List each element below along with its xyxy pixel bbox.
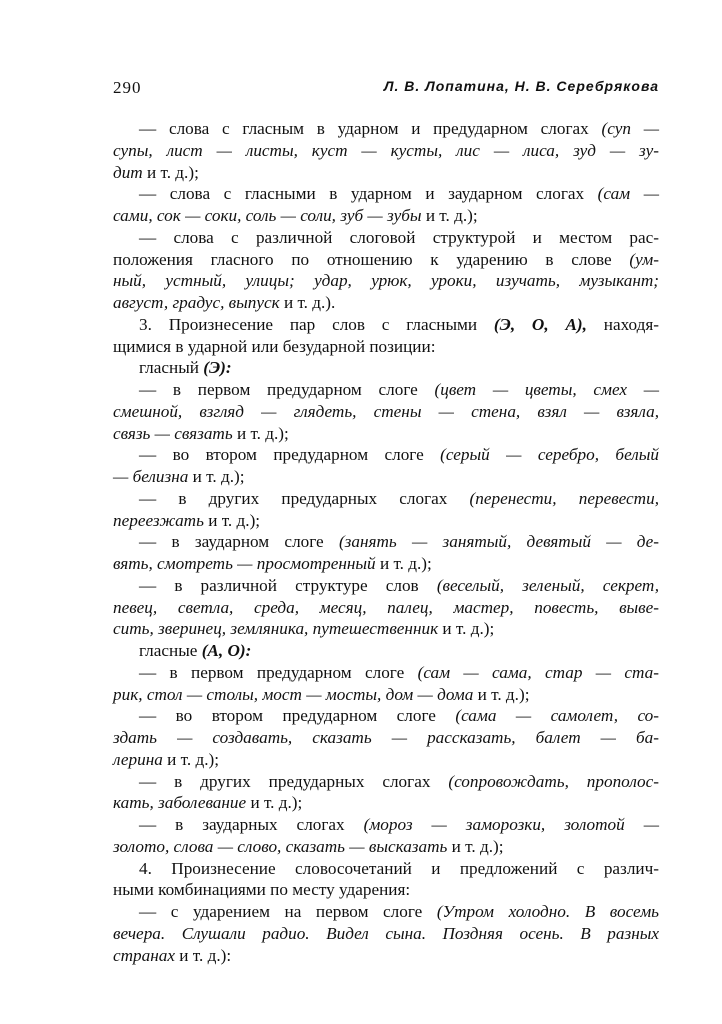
- text-span: положения гласного по отношению к ударению в слове: [113, 249, 630, 269]
- text-span: — во втором предударном слоге: [139, 706, 456, 726]
- example-words: (сам — сама, стар — ста-: [417, 662, 659, 682]
- example-words: (Утром холодно. В восемь: [436, 902, 659, 921]
- text-line: [113, 249, 659, 271]
- example-words: (перенести, перевести,: [469, 488, 659, 508]
- example-words: вять, смотреть — просмотренный: [113, 554, 376, 573]
- text-line: [113, 879, 659, 901]
- text-span: щимися в ударной или безударной позиции:: [113, 336, 436, 356]
- text-line: [113, 205, 659, 227]
- page-header: [113, 76, 659, 100]
- text-line: [113, 749, 659, 771]
- text-span: — в других предударных слогах: [139, 488, 470, 508]
- text-span: — во втором предударном слоге: [139, 445, 441, 465]
- text-span: и т. д.).: [279, 293, 336, 312]
- text-span: и т. д.);: [421, 206, 478, 225]
- text-span: и т. д.);: [375, 554, 432, 573]
- text-span: — слова с гласным в ударном и предударном слогах: [139, 119, 602, 138]
- text-line: [113, 183, 659, 205]
- example-words: здать — создавать, сказать — рассказать, балет — ба-: [113, 728, 659, 747]
- text-line: [113, 488, 659, 510]
- text-line: [113, 314, 659, 336]
- text-line: [113, 684, 659, 706]
- text-line: [113, 162, 659, 184]
- example-words: дит: [113, 162, 143, 182]
- example-words: лерина: [113, 749, 163, 769]
- text-span: гласные: [139, 641, 202, 660]
- example-words: (ум-: [629, 249, 659, 269]
- example-words: (цвет — цветы, смех —: [434, 380, 659, 399]
- text-line: [113, 640, 659, 662]
- text-line: [113, 901, 659, 923]
- text-span: гласный: [139, 358, 204, 378]
- text-line: [113, 771, 659, 793]
- text-line: [113, 727, 659, 749]
- text-span: и т. д.);: [438, 619, 495, 639]
- example-words: певец, светла, среда, месяц, палец, мастер, повесть, выве-: [113, 597, 659, 617]
- example-words: рик, стол — столы, мост — мосты, дом — дома: [113, 684, 474, 704]
- text-line: [113, 357, 659, 379]
- example-words: переезжать: [113, 510, 204, 530]
- text-line: [113, 510, 659, 532]
- example-words: (занять — занятый, девятый — де-: [338, 532, 659, 552]
- example-words: сить, зверинец, земляника, путешественник: [113, 619, 439, 639]
- text-span: — в первом предударном слоге: [139, 380, 435, 399]
- text-line: [113, 423, 659, 445]
- text-line: [113, 466, 659, 488]
- text-span: — слова с гласными в ударном и заударном слогах: [139, 184, 598, 204]
- example-words: смешной, взгляд — глядеть, стены — стена, взял — взяла,: [113, 401, 659, 421]
- text-span: и т. д.);: [232, 423, 289, 443]
- text-span: — в первом предударном слоге: [139, 662, 418, 682]
- text-line: [113, 270, 659, 292]
- text-span: и т. д.);: [473, 684, 530, 704]
- example-words: (А, О):: [201, 641, 252, 660]
- example-words: (серый — серебро, белый: [440, 445, 660, 465]
- text-line: [113, 118, 659, 140]
- text-line: [113, 575, 659, 597]
- example-words: — белизна: [113, 467, 189, 486]
- text-span: и т. д.);: [188, 467, 245, 486]
- text-line: [113, 336, 659, 358]
- text-line: [113, 227, 659, 249]
- text-line: [113, 379, 659, 401]
- text-line: [113, 531, 659, 553]
- example-words: август, градус, выпуск: [113, 293, 280, 312]
- text-line: [113, 705, 659, 727]
- example-words: (веселый, зеленый, секрет,: [436, 575, 659, 595]
- example-words: сами, сок — соки, соль — соли, зуб — зубы: [113, 206, 422, 225]
- text-line: [113, 292, 659, 314]
- text-span: и т. д.):: [174, 945, 232, 965]
- example-words: ный, устный, улицы; удар, урюк, уроки, изучать, музыкант;: [113, 271, 659, 291]
- text-line: [113, 140, 659, 162]
- example-words: странах: [113, 945, 175, 965]
- text-span: — в заударном слоге: [139, 532, 339, 552]
- text-span: и т. д.);: [203, 510, 261, 530]
- text-line: [113, 814, 659, 836]
- body-text: [113, 118, 659, 966]
- text-span: 4. Произнесение словосочетаний и предложений с различ-: [139, 858, 659, 878]
- text-span: — слова с различной слоговой структурой и местом рас-: [139, 227, 659, 247]
- text-span: и т. д.);: [142, 162, 199, 182]
- text-span: — в других предударных слогах: [139, 771, 449, 791]
- example-words: супы, лист — листы, куст — кусты, лис — лиса, зуд — зу-: [113, 140, 659, 160]
- text-span: 3. Произнесение пар слов с гласными: [139, 314, 494, 334]
- text-span: и т. д.);: [246, 793, 303, 813]
- text-line: [113, 553, 659, 575]
- text-line: [113, 401, 659, 423]
- example-words: вечера. Слушали радио. Видел сына. Поздняя осень. В разных: [113, 923, 659, 943]
- example-words: (сопровождать, прополос-: [448, 771, 659, 791]
- page-number: 290: [113, 78, 142, 97]
- example-words: (Э):: [203, 358, 232, 378]
- example-words: связь — связать: [113, 423, 233, 443]
- running-head-authors: Л. В. Лопатина, Н. В. Серебрякова: [383, 78, 659, 94]
- example-words: (сама — самолет, со-: [455, 706, 659, 726]
- text-span: и т. д.);: [162, 749, 220, 769]
- text-span: — в различной структуре слов: [139, 575, 437, 595]
- text-span: и т. д.);: [447, 836, 504, 856]
- text-span: — с ударением на первом слоге: [139, 902, 437, 921]
- text-line: [113, 792, 659, 814]
- text-line: [113, 945, 659, 967]
- text-line: [113, 858, 659, 880]
- text-line: [113, 923, 659, 945]
- text-line: [113, 836, 659, 858]
- example-words: золото, слова — слово, сказать — высказать: [113, 836, 448, 856]
- example-words: (сам —: [597, 184, 659, 204]
- example-words: (мороз — заморозки, золотой —: [363, 815, 659, 834]
- text-line: [113, 662, 659, 684]
- example-words: (суп —: [601, 119, 659, 138]
- text-line: [113, 597, 659, 619]
- example-words: (Э, О, А),: [493, 314, 587, 334]
- text-span: ными комбинациями по месту ударения:: [113, 880, 411, 900]
- example-words: кать, заболевание: [113, 793, 247, 813]
- text-span: — в заударных слогах: [139, 815, 364, 834]
- text-span: находя-: [586, 314, 659, 334]
- text-line: [113, 618, 659, 640]
- text-line: [113, 444, 659, 466]
